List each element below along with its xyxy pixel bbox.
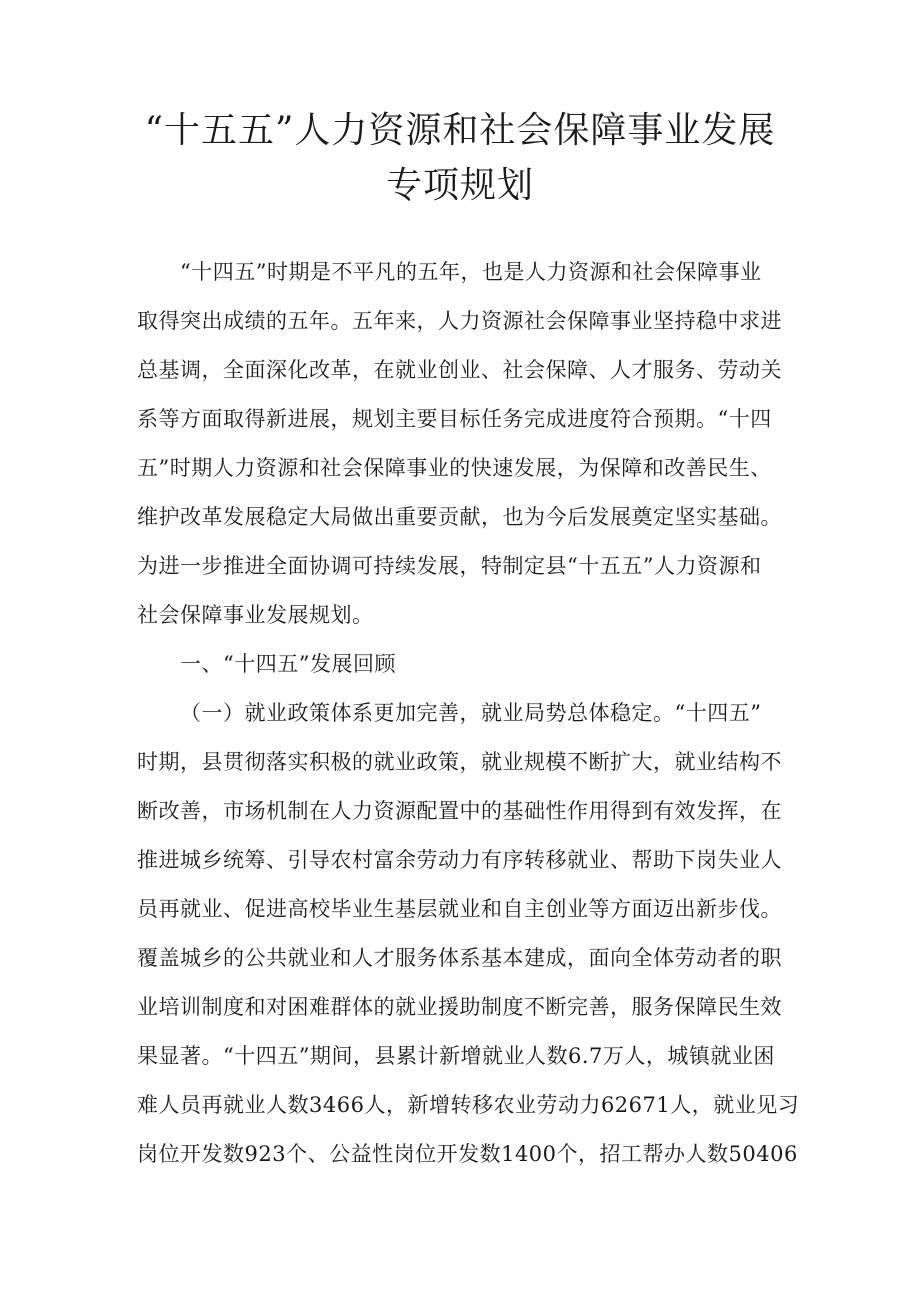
section-heading: 一、“十四五”发展回顾 (180, 652, 396, 676)
paragraph-line: 难人员再就业人数3466人，新增转移农业劳动力62671人，就业见习 (137, 1093, 800, 1117)
paragraph-line: 时期，县贯彻落实积极的就业政策，就业规模不断扩大，就业结构不 (137, 750, 782, 774)
paragraph-line: 果显著。“十四五”期间，县累计新增就业人数6.7万人，城镇就业困 (137, 1044, 775, 1068)
paragraph-line: 五”时期人力资源和社会保障事业的快速发展，为保障和改善民生、 (137, 456, 772, 480)
paragraph-line: 社会保障事业发展规划。 (137, 603, 374, 627)
paragraph-line: 断改善，市场机制在人力资源配置中的基础性作用得到有效发挥，在 (137, 799, 782, 823)
paragraph-line: 维护改革发展稳定大局做出重要贡献，也为今后发展奠定坚实基础。 (137, 505, 782, 529)
paragraph-line: “十四五”时期是不平凡的五年，也是人力资源和社会保障事业 (180, 260, 762, 284)
paragraph-line: 为进一步推进全面协调可持续发展，特制定县“十五五”人力资源和 (137, 554, 762, 578)
paragraph-line: 业培训制度和对困难群体的就业援助制度不断完善，服务保障民生效 (137, 995, 782, 1019)
paragraph-line: 员再就业、促进高校毕业生基层就业和自主创业等方面迈出新步伐。 (137, 897, 782, 921)
subsection-heading-line: （一）就业政策体系更加完善，就业局势总体稳定。“十四五” (180, 701, 762, 725)
paragraph-line: 取得突出成绩的五年。五年来，人力资源社会保障事业坚持稳中求进 (137, 309, 782, 333)
document-title-line2: 专项规划 (385, 165, 534, 206)
paragraph-line: 系等方面取得新进展，规划主要目标任务完成进度符合预期。“十四 (137, 407, 772, 431)
paragraph-line: 岗位开发数923个、公益性岗位开发数1400个，招工帮办人数50406 (137, 1142, 798, 1166)
document-title-line1: “十五五”人力资源和社会保障事业发展 (144, 110, 776, 151)
paragraph-line: 推进城乡统筹、引导农村富余劳动力有序转移就业、帮助下岗失业人 (137, 848, 782, 872)
paragraph-line: 总基调，全面深化改革，在就业创业、社会保障、人才服务、劳动关 (137, 358, 782, 382)
paragraph-line: 覆盖城乡的公共就业和人才服务体系基本建成，面向全体劳动者的职 (137, 946, 782, 970)
